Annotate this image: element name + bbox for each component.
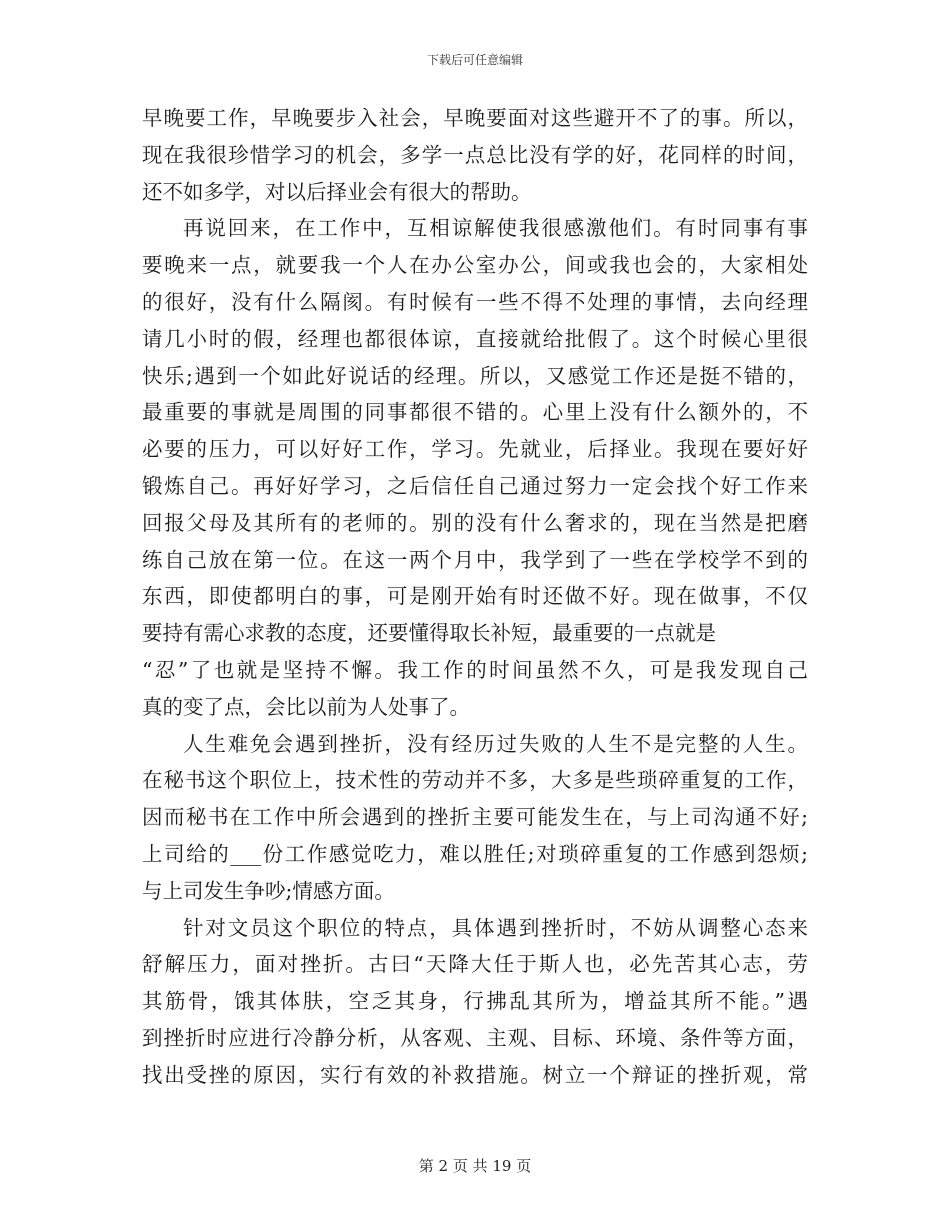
text-line: 要持有需心求教的态度，还要懂得取长补短，最重要的一点就是 bbox=[142, 621, 716, 646]
document-body bbox=[142, 100, 808, 1094]
text-line: 锻炼自己。再好好学习，之后信任自己通过努力一定会找个好工作来 bbox=[142, 473, 808, 498]
text-line: 练自己放在第一位。在这一两个月中，我学到了一些在学校学不到的 bbox=[142, 547, 808, 572]
text-line: 针对文员这个职位的特点，具体遇到挫折时，不妨从调整心态来 bbox=[183, 915, 808, 940]
text-line: 回报父母及其所有的老师的。别的没有什么奢求的，现在当然是把磨 bbox=[142, 510, 808, 535]
text-line: 人生难免会遇到挫折，没有经历过失败的人生不是完整的人生。 bbox=[183, 731, 808, 756]
text-line: 东西，即使都明白的事，可是刚开始有时还做不好。现在做事，不仅 bbox=[142, 584, 808, 609]
text-line: 要晚来一点，就要我一个人在办公室办公，间或我也会的，大家相处 bbox=[142, 253, 808, 278]
text-line: 必要的压力，可以好好工作，学习。先就业，后择业。我现在要好好 bbox=[142, 437, 808, 462]
page-header: 下载后可任意编辑 bbox=[426, 53, 523, 67]
text-line: 舒解压力，面对挫折。古曰“天降大任于斯人也，必先苦其心志，劳 bbox=[142, 952, 808, 977]
text-line: 与上司发生争吵;情感方面。 bbox=[142, 878, 395, 903]
text-line: 真的变了点，会比以前为人处事了。 bbox=[142, 694, 470, 719]
text-line: 的很好，没有什么隔阂。有时候有一些不得不处理的事情，去向经理 bbox=[142, 289, 808, 314]
text-line: 上司给的___份工作感觉吃力，难以胜任;对琐碎重复的工作感到怨烦; bbox=[142, 841, 808, 866]
text-line: 早晚要工作，早晚要步入社会，早晚要面对这些避开不了的事。所以， bbox=[142, 106, 808, 130]
text-line: 还不如多学，对以后择业会有很大的帮助。 bbox=[142, 179, 532, 204]
text-line: 找出受挫的原因，实行有效的补救措施。树立一个辩证的挫折观，常 bbox=[142, 1062, 808, 1087]
text-line: 请几小时的假，经理也都很体谅，直接就给批假了。这个时候心里很 bbox=[142, 326, 808, 351]
text-line: 在秘书这个职位上，技术性的劳动并不多，大多是些琐碎重复的工作， bbox=[142, 768, 808, 793]
text-line: 再说回来，在工作中，互相谅解使我很感激他们。有时同事有事 bbox=[183, 216, 808, 241]
text-line: 快乐;遇到一个如此好说话的经理。所以，又感觉工作还是挺不错的， bbox=[142, 363, 808, 388]
text-line: “忍”了也就是坚持不懈。我工作的时间虽然不久，可是我发现自己 bbox=[142, 657, 808, 682]
text-line: 到挫折时应进行冷静分析，从客观、主观、目标、环境、条件等方面， bbox=[142, 1025, 808, 1050]
text-line: 其筋骨，饿其体肤，空乏其身，行拂乱其所为，增益其所不能。”遇 bbox=[142, 989, 808, 1014]
text-line: 现在我很珍惜学习的机会，多学一点总比没有学的好，花同样的时间， bbox=[142, 142, 808, 167]
text-line: 最重要的事就是周围的同事都很不错的。心里上没有什么额外的，不 bbox=[142, 400, 808, 425]
text-line: 因而秘书在工作中所会遇到的挫折主要可能发生在，与上司沟通不好; bbox=[142, 805, 808, 830]
page-number: 第 2 页 共 19 页 bbox=[418, 1157, 532, 1175]
